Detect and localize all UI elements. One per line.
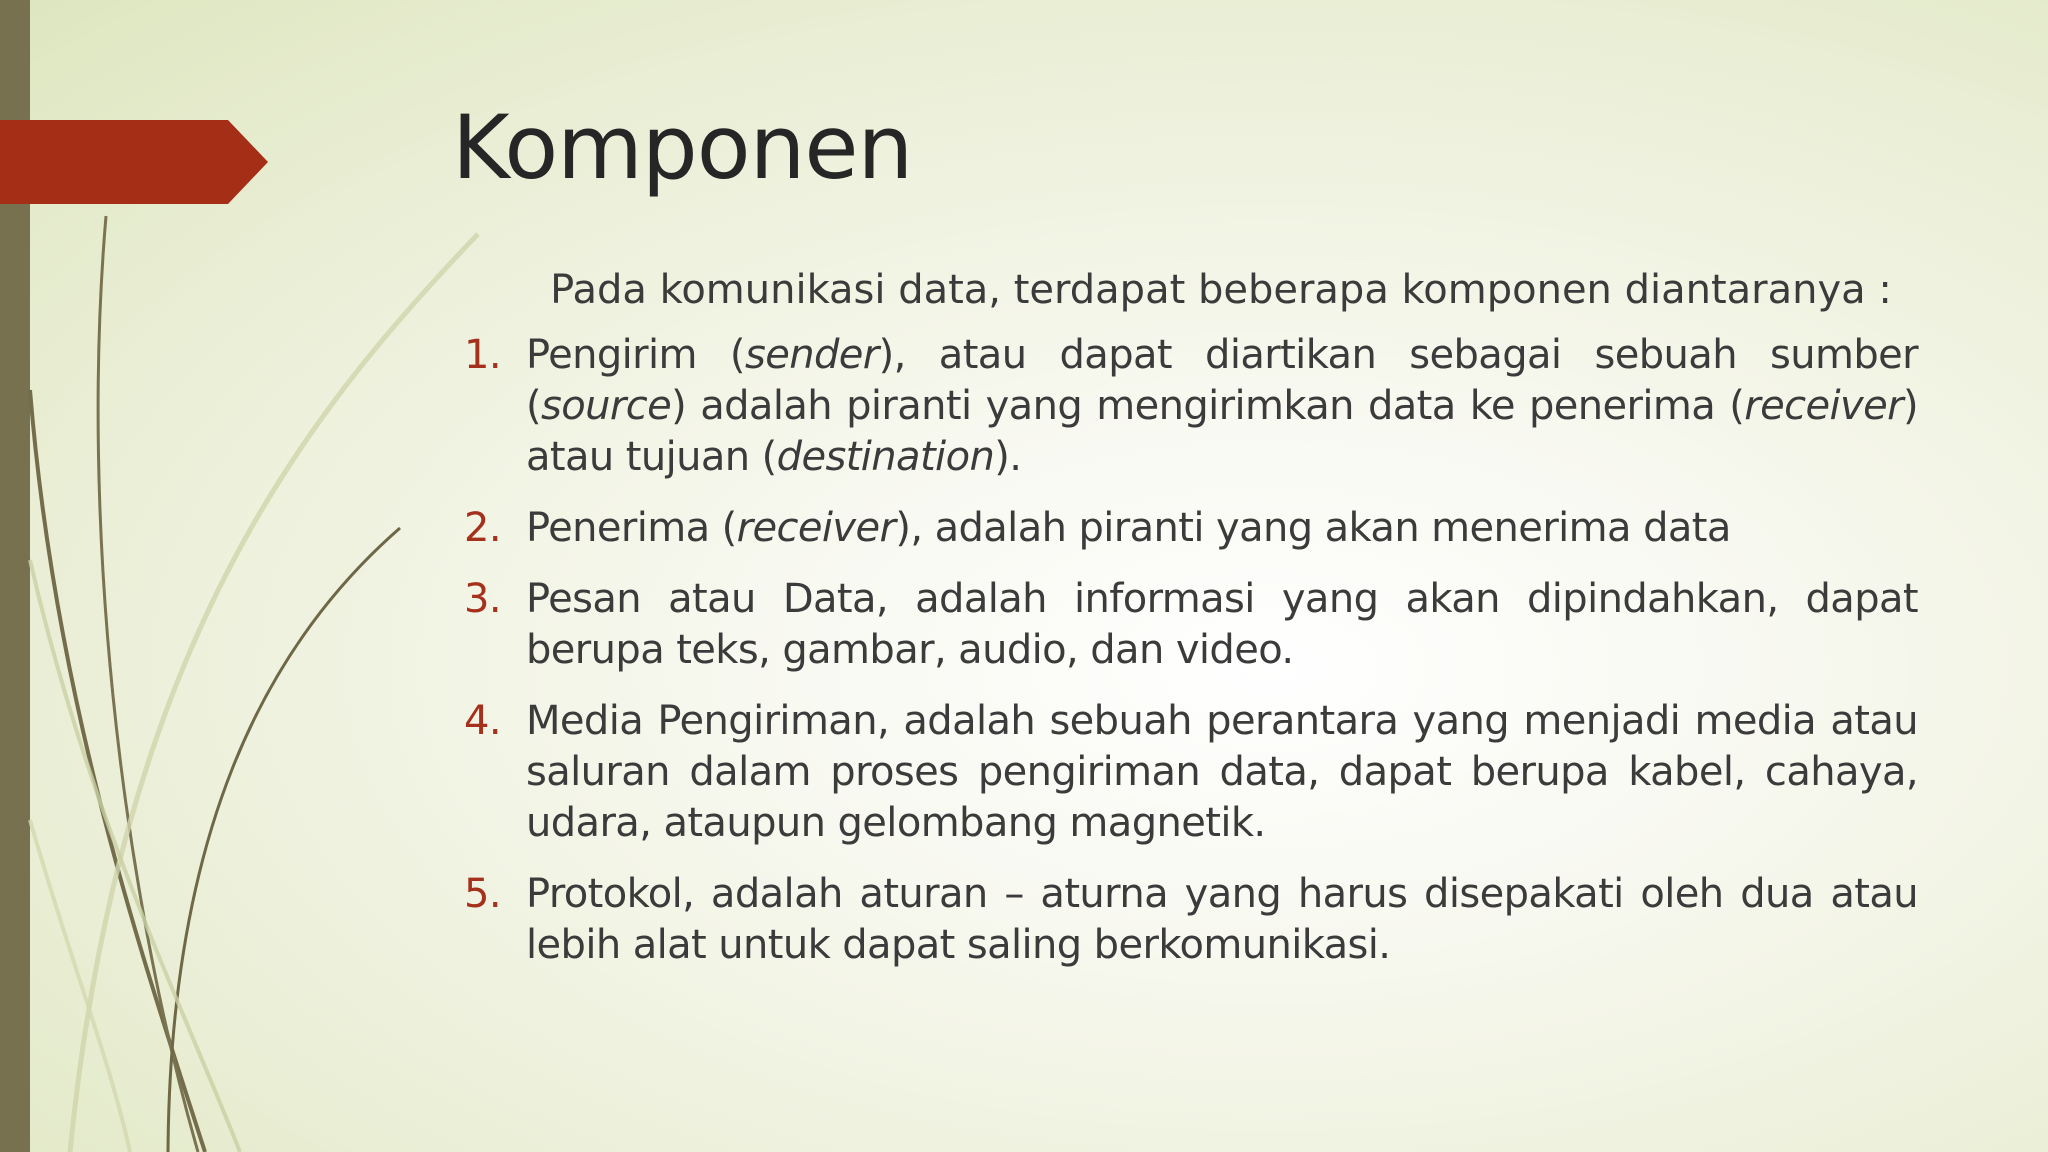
item-text: ), atau dapat diartikan sebagai sebuah sumber (	[526, 332, 1918, 429]
list-item	[464, 330, 1918, 483]
list-number: 3.	[464, 576, 501, 622]
item-text: Pengirim (	[526, 332, 745, 378]
item-term: receiver	[1744, 383, 1903, 429]
item-text: ).	[994, 434, 1022, 480]
list-item	[464, 696, 1918, 849]
list-number: 5.	[464, 871, 501, 917]
curve-line	[30, 390, 205, 1152]
title-arrow-tab	[0, 120, 268, 204]
curve-line	[70, 234, 478, 1152]
list-number: 2.	[464, 505, 501, 551]
intro-text: Pada komunikasi data, terdapat beberapa komponen diantaranya :	[550, 267, 1892, 313]
item-text: Media Pengiriman, adalah sebuah perantara yang menjadi media atau saluran dalam proses pengiriman data, dapat berupa kabel, cahaya, udara, ataupun gelombang magnetik.	[526, 698, 1918, 846]
item-text: ) adalah piranti yang mengirimkan data ke penerima (	[671, 383, 1745, 429]
slide-content	[464, 264, 1918, 991]
list-number: 1.	[464, 332, 501, 378]
item-text: Pesan atau Data, adalah informasi yang akan dipindahkan, dapat berupa teks, gambar, audio, dan video.	[526, 576, 1918, 673]
item-text: ) atau tujuan (	[526, 383, 1918, 480]
list-number: 4.	[464, 698, 501, 744]
item-text: Penerima (	[526, 505, 737, 551]
list-item	[464, 574, 1918, 676]
item-term: source	[541, 383, 672, 429]
item-text: Protokol, adalah aturan – aturna yang harus disepakati oleh dua atau lebih alat untuk dapat saling berkomunikasi.	[526, 871, 1918, 968]
item-term: sender	[744, 332, 879, 378]
item-text: ), adalah piranti yang akan menerima data	[895, 505, 1731, 551]
item-term: receiver	[736, 505, 896, 551]
list-item	[464, 869, 1918, 971]
list-item	[464, 503, 1918, 554]
slide-title: Komponen	[452, 96, 913, 199]
item-term: destination	[776, 434, 995, 480]
component-list	[464, 330, 1918, 971]
